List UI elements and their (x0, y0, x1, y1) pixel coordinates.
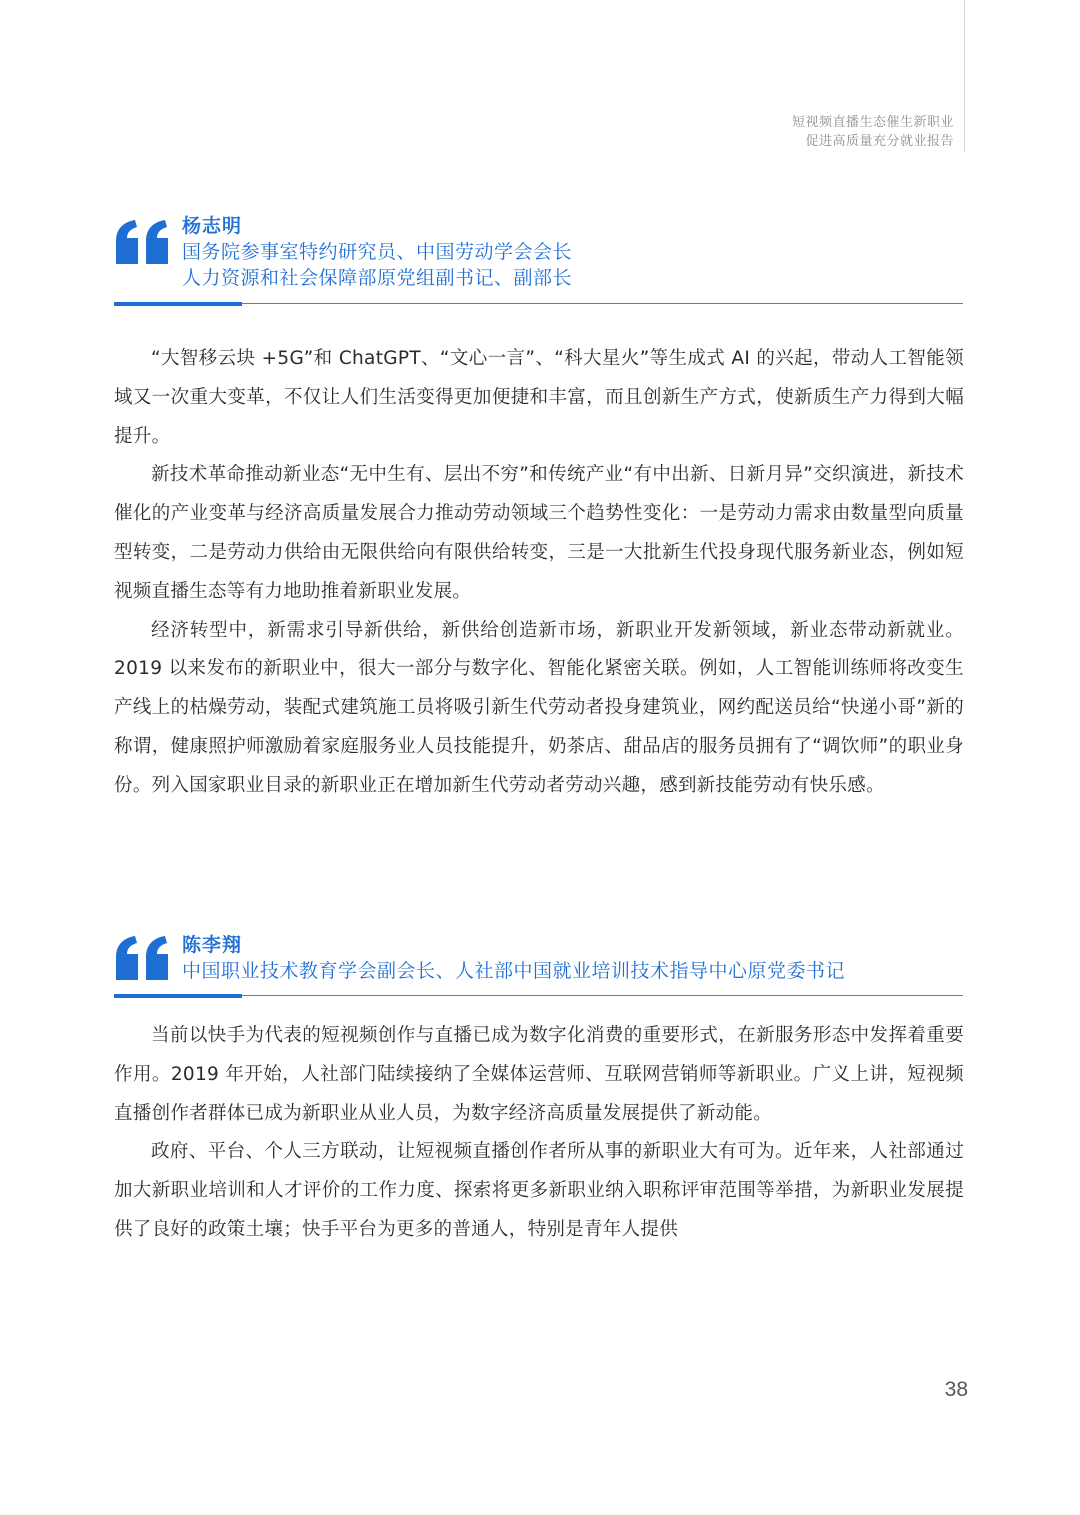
quote-mark-icon (114, 219, 172, 265)
paragraph: 新技术革命推动新业态“无中生有、层出不穷”和传统产业“有中出新、日新月异”交织演进，新技术催化的产业变革与经济高质量发展合力推动劳动领域三个趋势性变化：一是劳动力需求由数量型向质量型转变，二是劳动力供给由无限供给向有限供给转变，三是一大批新生代投身现代服务新业态，例如短视频直播生态等有力地助推着新职业发展。 (114, 464, 964, 602)
section-rule-accent (114, 994, 242, 998)
speaker-name: 杨志明 (182, 215, 243, 237)
speaker-name: 陈李翔 (182, 934, 243, 956)
speaker-title: 国务院参事室特约研究员、中国劳动学会会长 (182, 241, 573, 263)
section-body-1 (114, 340, 964, 806)
section-body-2 (114, 1017, 964, 1250)
speaker-info (182, 213, 572, 291)
speaker-title: 中国职业技术教育学会副会长、人社部中国就业培训技术指导中心原党委书记 (182, 960, 846, 982)
paragraph: 经济转型中，新需求引导新供给，新供给创造新市场，新职业开发新领域，新业态带动新就业。2019 以来发布的新职业中，很大一部分与数字化、智能化紧密关联。例如，人工智能训练师将改变生产线上的枯燥劳动，装配式建筑施工员将吸引新生代劳动者投身建筑业，网约配送员给“快递小哥”新的称谓，健康照护师激励着家庭服务业人员技能提升，奶茶店、甜品店的服务员拥有了“调饮师”的职业身份。列入国家职业目录的新职业正在增加新生代劳动者劳动兴趣，感到新技能劳动有快乐感。 (114, 619, 964, 796)
section-rule-accent (114, 302, 242, 306)
paragraph: “大智移云块 +5G”和 ChatGPT、“文心一言”、“科大星火”等生成式 AI 的兴起，带动人工智能领域又一次重大变革，不仅让人们生活变得更加便捷和丰富，而且创新生产方式，使新质生产力得到大幅提升。 (114, 348, 964, 447)
quote-header-2 (114, 929, 964, 1001)
running-header-line2: 促进高质量充分就业报告 (805, 134, 954, 149)
paragraph: 当前以快手为代表的短视频创作与直播已成为数字化消费的重要形式，在新服务形态中发挥着重要作用。2019 年开始，人社部门陆续接纳了全媒体运营师、互联网营销师等新职业。广义上讲，短视频直播创作者群体已成为新职业从业人员，为数字经济高质量发展提供了新动能。 (114, 1025, 964, 1124)
speaker-title: 人力资源和社会保障部原党组副书记、副部长 (182, 267, 573, 289)
page-number: 38 (944, 1378, 968, 1401)
running-header (792, 113, 954, 151)
quote-header-1 (114, 210, 964, 310)
paragraph: 政府、平台、个人三方联动，让短视频直播创作者所从事的新职业大有可为。近年来，人社部通过加大新职业培训和人才评价的工作力度、探索将更多新职业纳入职称评审范围等举措，为新职业发展提供了良好的政策土壤；快手平台为更多的普通人，特别是青年人提供 (114, 1141, 964, 1240)
speaker-info (182, 932, 845, 984)
quote-mark-icon (114, 935, 172, 981)
running-header-line1: 短视频直播生态催生新职业 (791, 115, 954, 130)
header-divider-line (964, 0, 965, 152)
